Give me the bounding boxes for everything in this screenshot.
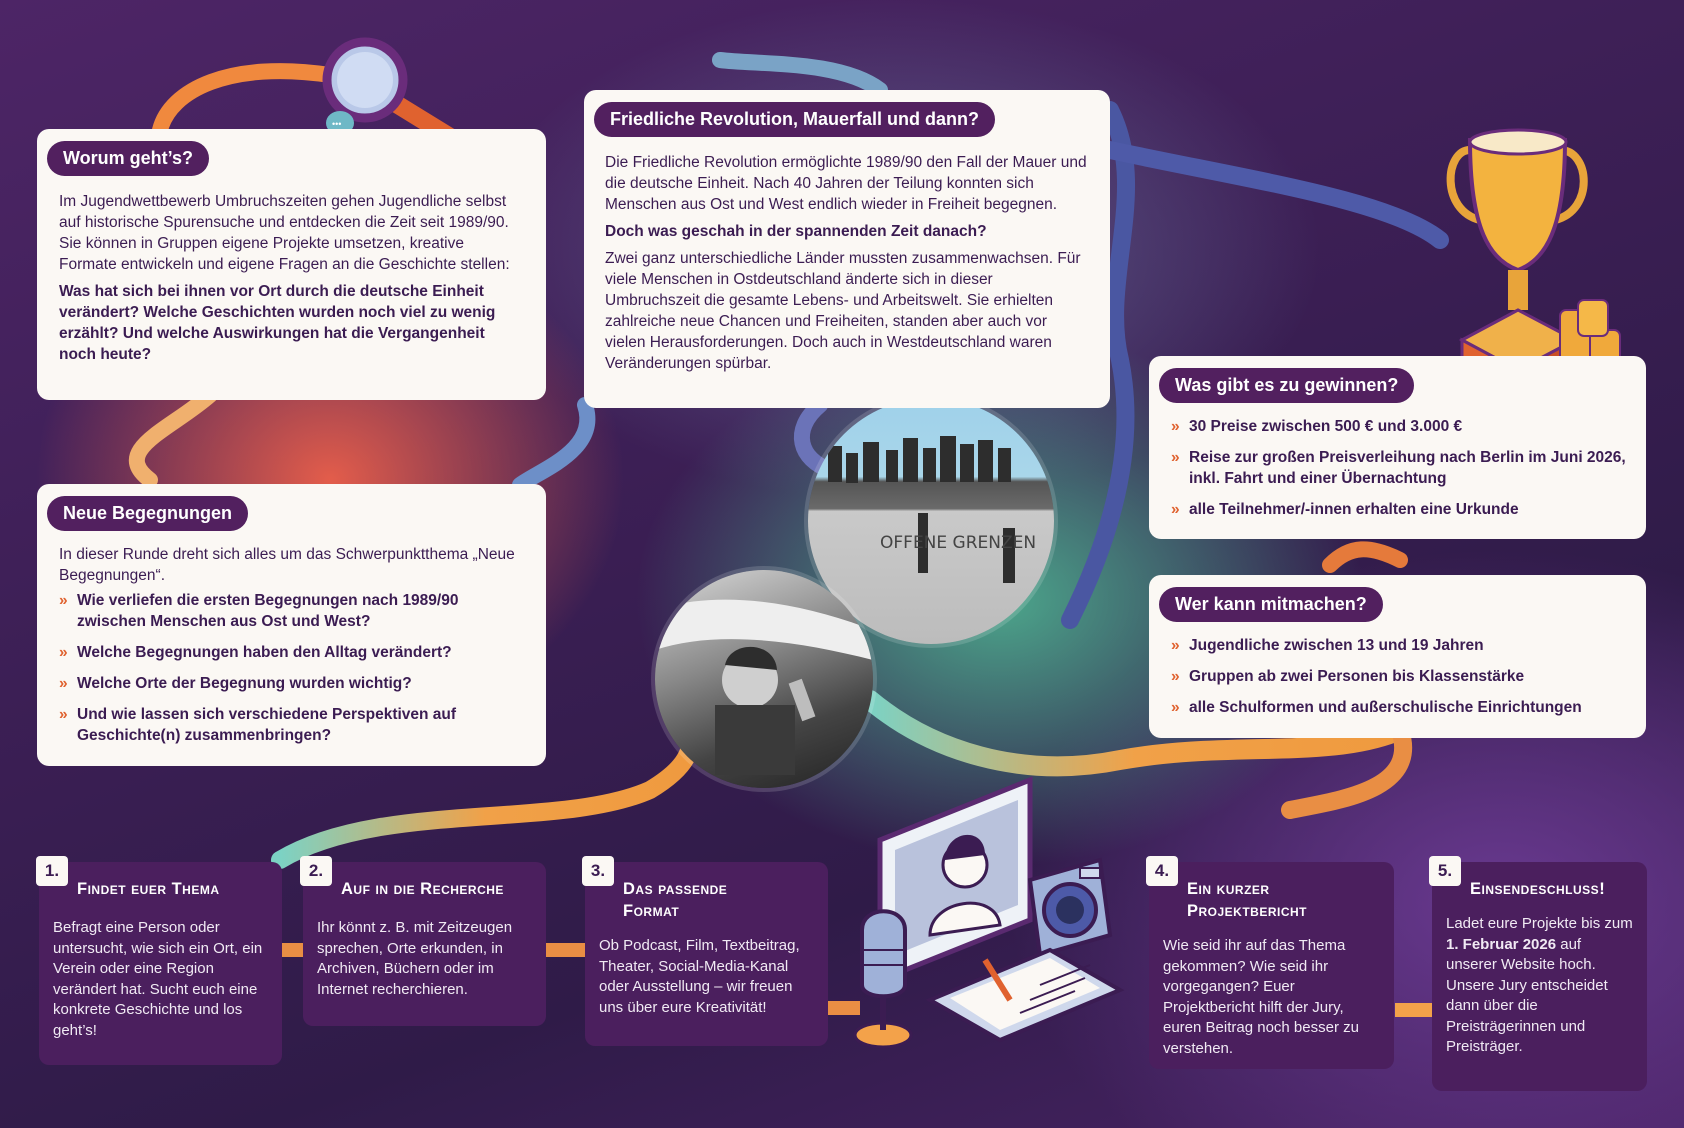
step-title: Einsendeschluss! [1470, 880, 1606, 898]
list-item: » Welche Orte der Begegnung wurden wichtig? [59, 675, 412, 692]
step-4 [1149, 862, 1394, 1069]
bullet-marker: » [1171, 418, 1180, 435]
list-item: » Und wie lassen sich verschiedene Perspektiven auf Geschichte(n) zusammenbringen? [59, 706, 457, 744]
bullet-marker: » [1171, 449, 1180, 466]
step-2 [303, 862, 546, 1026]
bullet-marker: » [59, 644, 68, 661]
prizes-title: Was gibt es zu gewinnen? [1159, 368, 1414, 403]
step-number: 4. [1146, 856, 1178, 886]
revolution-text: Die Friedliche Revolution ermöglichte 1989/90 den Fall der Mauer und die deutsche Einheit. Nach 40 Jahren der Teilung konnten sich Menschen aus Ost und West endlich wieder in Freiheit begegnen. [605, 154, 1087, 213]
bullet-marker: » [1171, 668, 1180, 685]
list-item: » Gruppen ab zwei Personen bis Klassenstärke [1171, 668, 1525, 685]
revolution-title: Friedliche Revolution, Mauerfall und dann? [594, 102, 995, 137]
step-5 [1432, 862, 1647, 1091]
step-title: Auf in die Recherche [341, 880, 504, 898]
list-item: » Reise zur großen Preisverleihung nach Berlin im Juni 2026, inkl. Fahrt und einer Übernachtung [1171, 449, 1626, 487]
step-3 [585, 862, 828, 1046]
revolution-question: Doch was geschah in der spannenden Zeit danach? [605, 223, 987, 240]
wall-graffiti: OFFENE GRENZEN [880, 533, 1037, 553]
path-tube [720, 60, 880, 90]
path-tube [520, 405, 587, 485]
intro-questions: Was hat sich bei ihnen vor Ort durch die deutsche Einheit verändert? Welche Geschichten wurden noch viel zu wenig erzählt? Und welche Auswirkungen hat die Vergangenheit noch heute? [59, 283, 496, 363]
bullet-marker: » [1171, 501, 1180, 518]
path-tube [160, 71, 330, 130]
microphone-icon [855, 911, 911, 1047]
bullet-marker: » [1171, 637, 1180, 654]
bullet-marker: » [1171, 699, 1180, 716]
step-text: Ladet eure Projekte bis zum 1. Februar 2026 auf unserer Website hoch. Unsere Jury entscheidet dann über die Preisträgerinnen und Preisträger. [1446, 915, 1633, 1055]
step-title: Das passende Format [623, 880, 728, 920]
bullet-marker: » [59, 675, 68, 692]
encounters-intro: In dieser Runde dreht sich alles um das Schwerpunktthema „Neue Begegnungen“. [59, 546, 515, 584]
participation-list [1171, 635, 1626, 718]
prizes-card [1149, 356, 1646, 539]
step-number: 2. [300, 856, 332, 886]
participation-card [1149, 575, 1646, 738]
bullet-marker: » [59, 592, 68, 609]
path-tube [1330, 549, 1400, 565]
encounters-card [37, 484, 546, 766]
intro-card [37, 129, 546, 400]
intro-text: Im Jugendwettbewerb Umbruchszeiten gehen Jugendliche selbst auf historische Spurensuche und entdecken die Zeit seit 1989/90. Sie können in Gruppen eigene Projekte umsetzen, kreative Formate entwickeln und eigene Fragen an die Geschichte stellen: [59, 193, 510, 273]
step-number: 5. [1429, 856, 1461, 886]
list-item: » 30 Preise zwischen 500 € und 3.000 € [1171, 418, 1463, 435]
step-1 [39, 862, 282, 1065]
intro-title: Worum geht’s? [47, 141, 209, 176]
step-text: Befragt eine Person oder untersucht, wie sich ein Ort, ein Verein oder eine Region verändert hat. Sucht euch eine konkrete Geschichte und los geht’s! [53, 919, 263, 1039]
list-item: » alle Teilnehmer/-innen erhalten eine Urkunde [1171, 501, 1519, 518]
step-title: Findet euer Thema [77, 880, 220, 898]
deadline-date: 1. Februar 2026 [1446, 935, 1557, 953]
path-tube [1110, 150, 1440, 240]
revolution-body: Zwei ganz unterschiedliche Länder mussten zusammenwachsen. Für viele Menschen in Ostdeutschland änderte sich in dieser Umbruchszeit die gesamte Lebens- und Arbeitswelt. Sie erhielten zahlreiche neue Chancen und Freiheiten, standen aber auch vor vielen Herausforderungen. Doch auch in Westdeutschland waren Veränderungen spürbar. [605, 250, 1081, 372]
bullet-marker: » [59, 706, 68, 723]
step-number: 3. [582, 856, 614, 886]
svg-text:•••: ••• [332, 119, 342, 129]
camera-icon [1030, 860, 1110, 955]
list-item: » Jugendliche zwischen 13 und 19 Jahren [1171, 637, 1484, 654]
prizes-list [1171, 416, 1626, 520]
celebration-photo [655, 570, 873, 788]
step-text: Ob Podcast, Film, Textbeitrag, Theater, Social-Media-Kanal oder Ausstellung – wir freuen uns über eure Kreativität! [599, 937, 800, 1016]
revolution-card [584, 90, 1110, 408]
encounters-title: Neue Begegnungen [47, 496, 248, 531]
list-item: » Welche Begegnungen haben den Alltag verändert? [59, 644, 452, 661]
step-number: 1. [36, 856, 68, 886]
step-text: Wie seid ihr auf das Thema gekommen? Wie seid ihr vorgegangen? Euer Projektbericht hilft der Jury, euren Beitrag noch besser zu verstehen. [1163, 937, 1359, 1057]
list-item: » Wie verliefen die ersten Begegnungen nach 1989/90 zwischen Menschen aus Ost und West? [59, 592, 459, 630]
list-item: » alle Schulformen und außerschulische Einrichtungen [1171, 699, 1582, 716]
path-tube [137, 395, 210, 480]
step-text: Ihr könnt z. B. mit Zeitzeugen sprechen, Orte erkunden, in Archiven, Büchern oder im Internet recherchieren. [317, 919, 513, 998]
step-title: Ein kurzer Projektbericht [1187, 880, 1308, 920]
encounters-list [59, 590, 524, 746]
participation-title: Wer kann mitmachen? [1159, 587, 1383, 622]
